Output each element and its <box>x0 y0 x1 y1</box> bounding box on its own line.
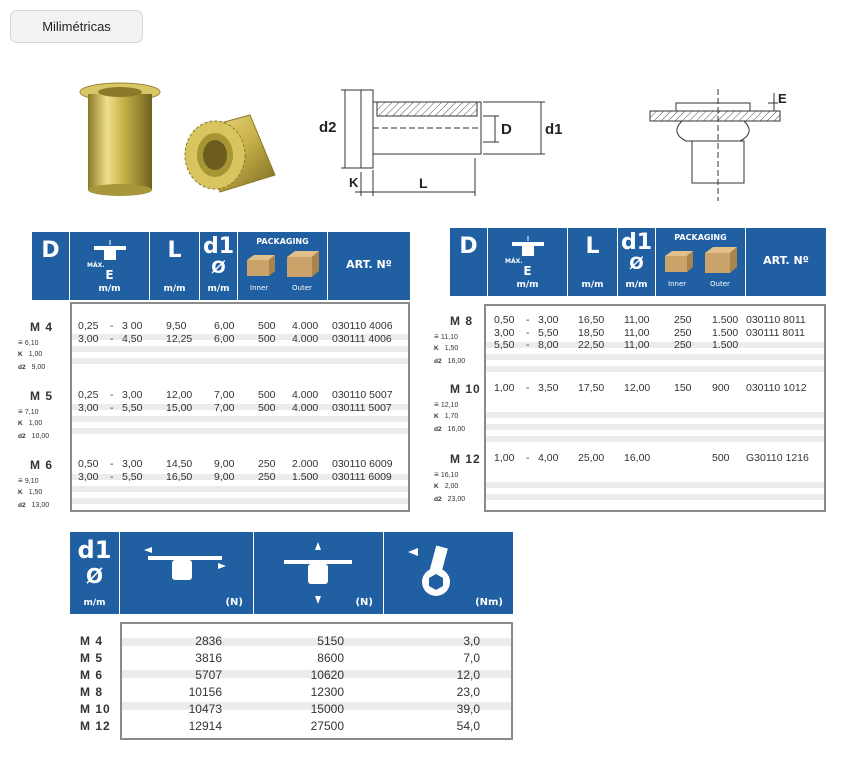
table-left-header <box>32 232 410 300</box>
cell-dash: - <box>110 332 114 345</box>
cell-L: 15,00 <box>166 401 193 414</box>
cell-e1: 1,00 <box>494 382 515 394</box>
spec-thread <box>18 476 39 485</box>
thread-icon: ≡ <box>434 470 441 479</box>
cell-d1: 9,00 <box>214 458 235 470</box>
cell-d1: 7,00 <box>214 401 235 414</box>
cell-d1: 7,00 <box>214 389 235 401</box>
header-packaging: PACKAGING Inner Outer <box>656 228 746 296</box>
spec-d2-label: d2 <box>434 496 442 503</box>
cell-torque: 7,0 <box>463 651 480 665</box>
header-l: L m/m <box>150 232 200 300</box>
cell-art: 030110 6009 <box>332 458 393 470</box>
cell-art: 030111 8011 <box>746 326 805 339</box>
spec-d2 <box>18 364 45 371</box>
cell-d1: 11,00 <box>624 314 650 326</box>
size-label: M 5 <box>30 389 54 403</box>
thread-icon: ≡ <box>434 332 441 341</box>
spec-d2-label: d2 <box>18 502 26 509</box>
size-label: M 12 <box>450 452 481 466</box>
cell-torque: 54,0 <box>456 719 480 733</box>
size-label: M 10 <box>80 702 111 716</box>
cell-dash: - <box>526 452 530 464</box>
cell-L: 16,50 <box>166 470 193 483</box>
cell-L: 9,50 <box>166 320 187 332</box>
cell-d1: 12,00 <box>624 382 651 394</box>
cell-inner: 500 <box>258 320 276 332</box>
cell-art: 030111 5007 <box>332 401 392 414</box>
label-l: L <box>419 175 428 191</box>
cell-e1: 5,50 <box>494 339 515 351</box>
table-left <box>0 232 420 522</box>
cell-L: 22,50 <box>578 339 605 351</box>
spec-k-value: 1,50 <box>28 489 43 496</box>
cell-L: 12,00 <box>166 389 193 401</box>
spec-thread <box>434 400 458 409</box>
spec-thread-value: 7,10 <box>24 409 39 416</box>
cell-tensile: 12300 <box>310 685 344 699</box>
rivet-nut-photo-side <box>70 80 170 200</box>
thread-icon: ≡ <box>18 407 25 416</box>
size-label: M 6 <box>80 668 104 682</box>
header-e: MÁX. E m/m <box>488 228 568 296</box>
spec-k-label: K <box>18 420 23 427</box>
cell-e1: 3,00 <box>78 470 99 483</box>
size-label: M 8 <box>80 685 104 699</box>
cell-tensile: 27500 <box>310 719 344 733</box>
size-label: M 10 <box>450 382 481 396</box>
spec-d2-label: d2 <box>18 433 26 440</box>
table-right-header <box>450 228 826 296</box>
spec-k-value: 1,00 <box>28 420 43 427</box>
cell-e2: 8,00 <box>538 339 559 351</box>
spec-d2-value: 13,00 <box>31 502 50 509</box>
spec-thread-value: 12,10 <box>440 402 459 409</box>
cell-art: 030111 6009 <box>332 470 392 483</box>
header-d: D <box>450 228 488 296</box>
cell-art: 030110 5007 <box>332 389 393 401</box>
cell-L: 16,50 <box>578 314 605 326</box>
cell-dash: - <box>526 382 530 394</box>
cell-outer: 4.000 <box>292 332 319 345</box>
box-outer-icon <box>704 246 738 274</box>
cell-e1: 0,50 <box>494 314 515 326</box>
cell-e2: 4,50 <box>122 332 143 345</box>
cell-dash: - <box>110 470 114 483</box>
cell-art: 030110 4006 <box>332 320 393 332</box>
thread-icon: ≡ <box>18 476 25 485</box>
box-outer-icon <box>286 250 320 278</box>
cell-tensile: 8600 <box>317 651 344 665</box>
cell-d1: 16,00 <box>624 452 651 464</box>
cell-outer: 500 <box>712 452 730 464</box>
spec-k-value: 1,50 <box>444 345 459 352</box>
cell-torque: 3,0 <box>463 634 480 648</box>
spec-k-label: K <box>434 345 439 352</box>
cell-e2: 5,50 <box>538 326 559 339</box>
cell-art: 030110 1012 <box>746 382 807 394</box>
cell-d1: 11,00 <box>624 326 650 339</box>
tensile-force-icon <box>278 538 358 608</box>
cell-art: 030110 8011 <box>746 314 806 326</box>
flange-icon <box>508 236 548 258</box>
spec-thread-value: 11,10 <box>440 334 458 341</box>
cell-e1: 0,50 <box>78 458 99 470</box>
cell-e1: 3,00 <box>78 401 99 414</box>
cell-e1: 1,00 <box>494 452 515 464</box>
cell-dash: - <box>110 320 114 332</box>
header-d1: d1 Ø m/m <box>200 232 238 300</box>
spec-k <box>18 351 42 358</box>
size-label: M 5 <box>80 651 104 665</box>
cell-e1: 0,25 <box>78 389 99 401</box>
spec-d2-label: d2 <box>18 364 26 371</box>
cell-inner: 250 <box>674 314 692 326</box>
spec-thread <box>434 470 458 479</box>
cell-tensile: 15000 <box>310 702 344 716</box>
spec-k-value: 2,00 <box>444 483 459 490</box>
cell-torque: 23,0 <box>456 685 480 699</box>
cell-inner: 250 <box>258 458 276 470</box>
spec-d2-label: d2 <box>434 426 442 433</box>
header-d: D <box>32 232 70 300</box>
spec-k-value: 1,70 <box>444 413 459 420</box>
spec-k-label: K <box>434 413 439 420</box>
table-forces-header <box>70 532 513 614</box>
rivet-nut-dimension-diagram <box>315 80 575 205</box>
spec-k <box>434 345 458 352</box>
installed-rivet-nut-diagram <box>640 85 800 205</box>
spec-d2 <box>434 496 465 503</box>
header-l: L m/m <box>568 228 618 296</box>
cell-e1: 3,00 <box>494 326 515 339</box>
spec-d2 <box>434 426 465 433</box>
cell-dash: - <box>110 401 114 414</box>
cell-d1: 11,00 <box>624 339 650 351</box>
cell-e2: 3 00 <box>122 320 143 332</box>
spec-thread <box>434 332 458 341</box>
spec-k-label: K <box>434 483 439 490</box>
spec-k <box>18 420 42 427</box>
cell-shear: 10473 <box>188 702 222 716</box>
spec-d2 <box>18 433 49 440</box>
cell-e2: 5,50 <box>122 401 143 414</box>
cell-d1: 6,00 <box>214 320 235 332</box>
cell-L: 14,50 <box>166 458 193 470</box>
cell-inner: 250 <box>674 339 692 351</box>
label-e: E <box>778 91 787 106</box>
header-tensile: (N) <box>254 532 384 614</box>
spec-d2-value: 16,00 <box>447 358 466 365</box>
header-packaging: PACKAGING Inner Outer <box>238 232 328 300</box>
spec-d2-value: 23,00 <box>447 496 466 503</box>
label-k: K <box>349 175 359 190</box>
spec-k <box>434 483 458 490</box>
cell-outer: 1.500 <box>292 470 319 483</box>
thread-icon: ≡ <box>434 400 441 409</box>
cell-outer: 4.000 <box>292 320 319 332</box>
cell-outer: 900 <box>712 382 730 394</box>
header-e: MÁX. E m/m <box>70 232 150 300</box>
header-torque: (Nm) <box>384 532 513 614</box>
cell-dash: - <box>526 314 530 326</box>
cell-e2: 4,00 <box>538 452 559 464</box>
cell-outer: 4.000 <box>292 401 319 414</box>
cell-e1: 3,00 <box>78 332 99 345</box>
size-label: M 4 <box>30 320 54 334</box>
cell-inner: 500 <box>258 332 276 345</box>
box-inner-icon <box>664 250 694 274</box>
cell-e2: 3,00 <box>122 389 143 401</box>
cell-L: 12,25 <box>166 332 193 345</box>
cell-dash: - <box>110 458 114 470</box>
table-right <box>420 228 850 518</box>
cell-L: 17,50 <box>578 382 605 394</box>
label-d2: d2 <box>319 119 337 136</box>
cell-outer: 1.500 <box>712 339 739 351</box>
rivet-nut-photo-angled <box>175 100 285 200</box>
cell-outer: 2.000 <box>292 458 319 470</box>
cell-tensile: 5150 <box>317 634 344 648</box>
spec-d2-value: 16,00 <box>447 426 466 433</box>
cell-e2: 3,50 <box>538 382 559 394</box>
cell-outer: 1.500 <box>712 314 739 326</box>
spec-k <box>18 489 42 496</box>
cell-dash: - <box>110 389 114 401</box>
cell-e2: 3,00 <box>122 458 143 470</box>
spec-thread <box>18 407 39 416</box>
cell-L: 25,00 <box>578 452 605 464</box>
cell-art: G30110 1216 <box>746 452 809 464</box>
spec-thread-value: 16,10 <box>440 472 459 479</box>
cell-shear: 5707 <box>195 668 222 682</box>
spec-d2 <box>18 502 49 509</box>
cell-e2: 3,00 <box>538 314 559 326</box>
cell-d1: 6,00 <box>214 332 235 345</box>
size-label: M 8 <box>450 314 474 328</box>
cell-torque: 12,0 <box>456 668 480 682</box>
header-d1: d1 Ø m/m <box>618 228 656 296</box>
spec-d2-label: d2 <box>434 358 442 365</box>
cell-outer: 1.500 <box>712 326 739 339</box>
header-art: ART. Nº <box>346 258 392 271</box>
cell-e2: 5,50 <box>122 470 143 483</box>
cell-shear: 3816 <box>195 651 222 665</box>
cell-shear: 12914 <box>188 719 222 733</box>
label-d: D <box>501 121 512 138</box>
cell-art: 030111 4006 <box>332 332 392 345</box>
cell-inner: 250 <box>258 470 276 483</box>
size-label: M 12 <box>80 719 111 733</box>
size-label: M 4 <box>80 634 104 648</box>
cell-dash: - <box>526 339 530 351</box>
cell-inner: 500 <box>258 389 276 401</box>
spec-d2 <box>434 358 465 365</box>
cell-outer: 4.000 <box>292 389 319 401</box>
cell-shear: 10156 <box>188 685 222 699</box>
cell-L: 18,50 <box>578 326 605 339</box>
thread-icon: ≡ <box>18 338 25 347</box>
spec-d2-value: 10,00 <box>31 433 50 440</box>
cell-shear: 2836 <box>195 634 222 648</box>
cell-torque: 39,0 <box>456 702 480 716</box>
cell-e1: 0,25 <box>78 320 99 332</box>
spec-k-label: K <box>18 489 23 496</box>
size-label: M 6 <box>30 458 54 472</box>
cell-dash: - <box>526 326 530 339</box>
header-art: ART. Nº <box>763 254 809 267</box>
spec-d2-value: 9,00 <box>31 364 46 371</box>
tab-milimetricas[interactable]: Milimétricas <box>10 10 143 43</box>
flange-icon <box>90 240 130 262</box>
cell-inner: 150 <box>674 382 692 394</box>
header-d1: d1 Ø m/m <box>70 532 120 614</box>
spec-thread <box>18 338 39 347</box>
torque-wrench-icon <box>406 542 466 602</box>
spec-k-label: K <box>18 351 23 358</box>
box-inner-icon <box>246 254 276 278</box>
spec-k <box>434 413 458 420</box>
shear-force-icon <box>140 546 230 586</box>
spec-thread-value: 9,10 <box>24 478 39 485</box>
cell-d1: 9,00 <box>214 470 235 483</box>
spec-k-value: 1,00 <box>28 351 43 358</box>
spec-thread-value: 6,10 <box>24 340 39 347</box>
table-forces <box>0 532 520 772</box>
header-shear: (N) <box>120 532 254 614</box>
cell-tensile: 10620 <box>310 668 344 682</box>
label-d1: d1 <box>545 121 563 138</box>
cell-inner: 500 <box>258 401 276 414</box>
cell-inner: 250 <box>674 326 692 339</box>
